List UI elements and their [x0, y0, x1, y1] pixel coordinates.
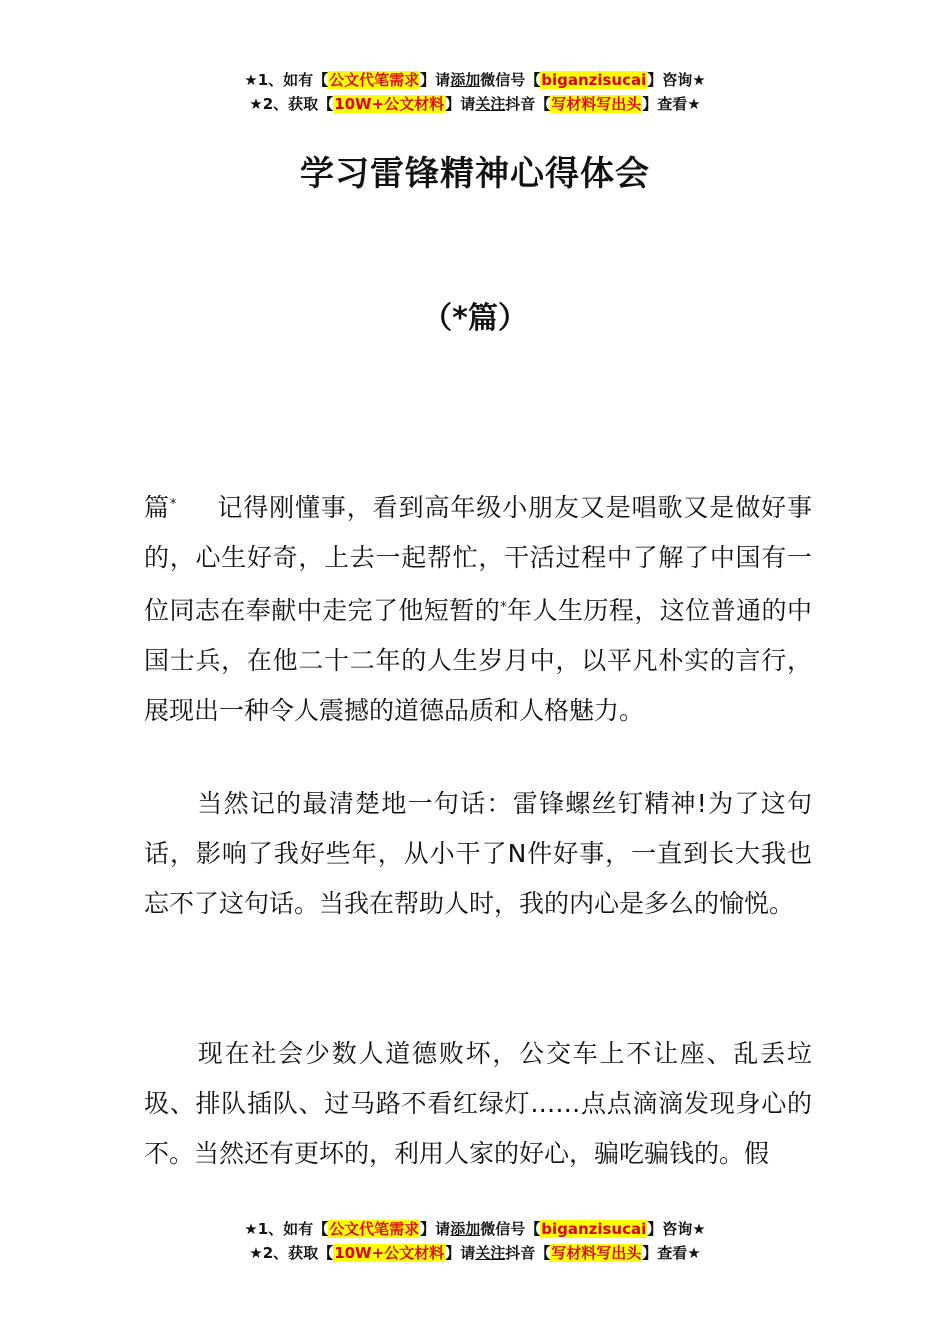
promo-highlight: 公文代笔需求	[329, 71, 420, 89]
promo-highlight: biganzisucai	[541, 71, 647, 89]
promo-text: 】查看★	[642, 1244, 701, 1262]
promo-text: 抖音【	[505, 1244, 551, 1262]
promo-text: 】请	[445, 95, 476, 113]
promo-text: 抖音【	[505, 95, 551, 113]
promo-text: 微信号【	[480, 71, 541, 89]
document-subtitle: （*篇）	[422, 301, 528, 336]
promo-underlined-text: 关注	[475, 95, 506, 113]
paragraph-2	[144, 779, 812, 929]
promo-underlined-text: 添加	[450, 71, 481, 89]
promo-line-2	[0, 1241, 950, 1265]
promo-underlined-text: 添加	[450, 1220, 481, 1238]
promo-highlight: 10W+公文材料	[334, 95, 445, 113]
promo-text: ★2、获取【	[249, 1244, 334, 1262]
promo-text: 】查看★	[642, 95, 701, 113]
section-label: 篇	[144, 493, 170, 522]
promo-text: ★1、如有【	[244, 71, 329, 89]
promo-highlight: 写材料写出头	[551, 95, 642, 113]
promo-line-1	[0, 1217, 950, 1241]
promo-text: 】请	[420, 1220, 451, 1238]
promo-highlight: 写材料写出头	[551, 1244, 642, 1262]
promo-line-1	[0, 68, 950, 92]
promo-highlight: biganzisucai	[541, 1220, 647, 1238]
promo-highlight: 10W+公文材料	[334, 1244, 445, 1262]
promo-text: 】请	[445, 1244, 476, 1262]
paragraph-text: 年人生历程，这位普通的中国士兵，在他二十二年的人生岁月中，以平凡朴实的言行，展现出一种令人震撼的道德品质和人格魅力。	[144, 596, 812, 725]
promo-underlined-text: 关注	[475, 1244, 506, 1262]
paragraph-text: 当然记的最清楚地一句话：雷锋螺丝钉精神!为了这句话，影响了我好些年，从小干了N件好事，一直到长大我也忘不了这句话。当我在帮助人时，我的内心是多么的愉悦。	[144, 789, 812, 918]
paragraph-1	[144, 480, 812, 736]
promo-text: 】请	[420, 71, 451, 89]
promo-text: 微信号【	[480, 1220, 541, 1238]
paragraph-text: 现在社会少数人道德败坏，公交车上不让座、乱丢垃圾、排队插队、过马路不看红绿灯……点点滴滴发现身心的不。当然还有更坏的，利用人家的好心，骗吃骗钱的。假	[144, 1039, 812, 1168]
paragraph-text: 记得刚懂事，看到高年级小朋友又是唱歌又是做好事的，心生好奇，上去一起帮忙，干活过程中了解了中国有一位同志在奉献中走完了他短暂的	[144, 493, 812, 625]
header-promo-banner	[0, 68, 950, 116]
footer-promo-banner	[0, 1217, 950, 1265]
promo-text: 】咨询★	[647, 1220, 706, 1238]
promo-text: ★2、获取【	[249, 95, 334, 113]
promo-highlight: 公文代笔需求	[329, 1220, 420, 1238]
paragraph-3	[144, 1029, 812, 1179]
redacted-star: *	[500, 600, 507, 615]
document-title: 学习雷锋精神心得体会	[300, 154, 650, 194]
promo-text: ★1、如有【	[244, 1220, 329, 1238]
promo-text: 】咨询★	[647, 71, 706, 89]
section-label-star: *	[169, 497, 177, 512]
promo-line-2	[0, 92, 950, 116]
